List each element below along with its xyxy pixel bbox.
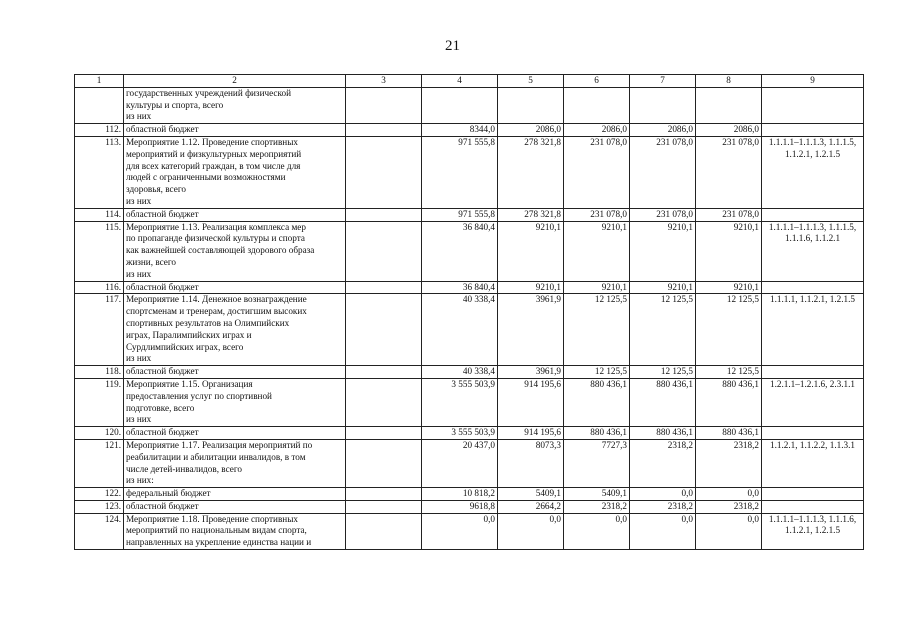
col3-cell bbox=[346, 488, 422, 501]
col3-cell bbox=[346, 366, 422, 379]
description-line: из них bbox=[126, 195, 152, 206]
description-cell bbox=[124, 87, 346, 123]
year-cell: 914 195,6 bbox=[498, 427, 564, 440]
total-cell: 10 818,2 bbox=[422, 488, 498, 501]
table-row bbox=[75, 366, 864, 379]
col3-cell bbox=[346, 208, 422, 221]
table-row bbox=[75, 281, 864, 294]
description-line: для всех категорий граждан, в том числе для bbox=[126, 160, 301, 171]
header-cell: 7 bbox=[630, 75, 696, 88]
indicator-cell: 1.1.1.1, 1.1.2.1, 1.2.1.5 bbox=[762, 294, 864, 366]
year-cell: 9210,1 bbox=[498, 221, 564, 281]
table-row bbox=[75, 87, 864, 123]
description-line: областной бюджет bbox=[126, 208, 199, 219]
row-number-cell: 112. bbox=[75, 124, 124, 137]
indicator-cell bbox=[762, 281, 864, 294]
total-cell: 9618,8 bbox=[422, 500, 498, 513]
description-line: федеральный бюджет bbox=[126, 488, 211, 499]
header-cell: 9 bbox=[762, 75, 864, 88]
year-cell: 2318,2 bbox=[564, 500, 630, 513]
total-cell: 3 555 503,9 bbox=[422, 427, 498, 440]
description-line: областной бюджет bbox=[126, 281, 199, 292]
description-line: областной бюджет bbox=[126, 124, 199, 135]
row-number-cell: 122. bbox=[75, 488, 124, 501]
total-cell: 971 555,8 bbox=[422, 136, 498, 208]
row-number-cell: 123. bbox=[75, 500, 124, 513]
year-cell: 3961,9 bbox=[498, 294, 564, 366]
description-line: спортсменам и тренерам, достигшим высоких bbox=[126, 306, 307, 317]
header-cell: 3 bbox=[346, 75, 422, 88]
total-cell: 36 840,4 bbox=[422, 221, 498, 281]
col3-cell bbox=[346, 221, 422, 281]
header-cell: 1 bbox=[75, 75, 124, 88]
table-row bbox=[75, 513, 864, 549]
description-cell bbox=[124, 378, 346, 426]
year-cell bbox=[696, 87, 762, 123]
year-cell: 9210,1 bbox=[564, 221, 630, 281]
description-line: людей с ограниченными возможностями bbox=[126, 172, 286, 183]
year-cell: 5409,1 bbox=[564, 488, 630, 501]
year-cell: 9210,1 bbox=[564, 281, 630, 294]
year-cell: 3961,9 bbox=[498, 366, 564, 379]
description-cell bbox=[124, 208, 346, 221]
table-row bbox=[75, 221, 864, 281]
table-row bbox=[75, 124, 864, 137]
year-cell: 880 436,1 bbox=[630, 378, 696, 426]
col3-cell bbox=[346, 513, 422, 549]
year-cell: 9210,1 bbox=[696, 281, 762, 294]
indicator-cell bbox=[762, 366, 864, 379]
year-cell: 12 125,5 bbox=[630, 294, 696, 366]
year-cell: 9210,1 bbox=[630, 281, 696, 294]
year-cell: 12 125,5 bbox=[630, 366, 696, 379]
col3-cell bbox=[346, 87, 422, 123]
indicator-cell: 1.2.1.1–1.2.1.6, 2.3.1.1 bbox=[762, 378, 864, 426]
year-cell bbox=[630, 87, 696, 123]
total-cell: 40 338,4 bbox=[422, 294, 498, 366]
table-row bbox=[75, 439, 864, 487]
year-cell: 0,0 bbox=[696, 513, 762, 549]
year-cell: 5409,1 bbox=[498, 488, 564, 501]
description-line: числе детей-инвалидов, всего bbox=[126, 463, 242, 474]
indicator-cell bbox=[762, 488, 864, 501]
year-cell: 278 321,8 bbox=[498, 136, 564, 208]
description-line: направленных на укрепление единства нации и bbox=[126, 537, 312, 548]
description-cell bbox=[124, 281, 346, 294]
col3-cell bbox=[346, 294, 422, 366]
header-cell: 4 bbox=[422, 75, 498, 88]
total-cell: 0,0 bbox=[422, 513, 498, 549]
description-cell bbox=[124, 136, 346, 208]
description-line: по пропаганде физической культуры и спорта bbox=[126, 233, 305, 244]
description-cell bbox=[124, 488, 346, 501]
col3-cell bbox=[346, 281, 422, 294]
table-row bbox=[75, 208, 864, 221]
year-cell: 12 125,5 bbox=[564, 294, 630, 366]
year-cell: 0,0 bbox=[564, 513, 630, 549]
table-row bbox=[75, 136, 864, 208]
year-cell: 2664,2 bbox=[498, 500, 564, 513]
description-line: спортивных результатов на Олимпийских bbox=[126, 317, 290, 328]
year-cell: 231 078,0 bbox=[696, 136, 762, 208]
col3-cell bbox=[346, 427, 422, 440]
year-cell: 2318,2 bbox=[630, 439, 696, 487]
year-cell: 0,0 bbox=[696, 488, 762, 501]
total-cell: 36 840,4 bbox=[422, 281, 498, 294]
year-cell: 880 436,1 bbox=[696, 378, 762, 426]
col3-cell bbox=[346, 136, 422, 208]
header-cell: 8 bbox=[696, 75, 762, 88]
year-cell: 278 321,8 bbox=[498, 208, 564, 221]
year-cell: 8073,3 bbox=[498, 439, 564, 487]
table-row bbox=[75, 500, 864, 513]
description-line: Сурдлимпийских играх, всего bbox=[126, 341, 244, 352]
year-cell: 2086,0 bbox=[498, 124, 564, 137]
row-number-cell: 113. bbox=[75, 136, 124, 208]
table-row bbox=[75, 427, 864, 440]
description-cell bbox=[124, 439, 346, 487]
description-line: Мероприятие 1.15. Организация bbox=[126, 378, 253, 389]
description-line: предоставления услуг по спортивной bbox=[126, 390, 272, 401]
header-cell: 5 bbox=[498, 75, 564, 88]
description-line: из них bbox=[126, 111, 152, 122]
year-cell: 0,0 bbox=[630, 488, 696, 501]
total-cell: 3 555 503,9 bbox=[422, 378, 498, 426]
indicator-cell bbox=[762, 208, 864, 221]
indicator-cell bbox=[762, 427, 864, 440]
description-line: государственных учреждений физической bbox=[126, 87, 291, 98]
total-cell: 40 338,4 bbox=[422, 366, 498, 379]
year-cell: 12 125,5 bbox=[696, 366, 762, 379]
description-line: реабилитации и абилитации инвалидов, в том bbox=[126, 451, 306, 462]
row-number-cell: 124. bbox=[75, 513, 124, 549]
row-number-cell: 120. bbox=[75, 427, 124, 440]
header-cell: 6 bbox=[564, 75, 630, 88]
row-number-cell: 121. bbox=[75, 439, 124, 487]
description-cell bbox=[124, 513, 346, 549]
year-cell: 0,0 bbox=[498, 513, 564, 549]
year-cell: 12 125,5 bbox=[696, 294, 762, 366]
description-cell bbox=[124, 221, 346, 281]
indicator-cell bbox=[762, 124, 864, 137]
year-cell: 231 078,0 bbox=[630, 136, 696, 208]
description-cell bbox=[124, 124, 346, 137]
indicator-cell: 1.1.2.1, 1.1.2.2, 1.1.3.1 bbox=[762, 439, 864, 487]
indicator-cell bbox=[762, 500, 864, 513]
row-number-cell: 116. bbox=[75, 281, 124, 294]
total-cell: 8344,0 bbox=[422, 124, 498, 137]
header-cell: 2 bbox=[124, 75, 346, 88]
col3-cell bbox=[346, 124, 422, 137]
year-cell: 880 436,1 bbox=[564, 427, 630, 440]
description-cell bbox=[124, 427, 346, 440]
year-cell: 2318,2 bbox=[630, 500, 696, 513]
budget-table bbox=[74, 74, 864, 550]
description-line: жизни, всего bbox=[126, 256, 177, 267]
year-cell: 880 436,1 bbox=[696, 427, 762, 440]
description-cell bbox=[124, 294, 346, 366]
indicator-cell: 1.1.1.1–1.1.1.3, 1.1.1.6, 1.1.2.1, 1.2.1.5 bbox=[762, 513, 864, 549]
description-line: областной бюджет bbox=[126, 500, 199, 511]
description-line: из них: bbox=[126, 475, 154, 486]
year-cell: 2086,0 bbox=[630, 124, 696, 137]
year-cell: 12 125,5 bbox=[564, 366, 630, 379]
description-line: культуры и спорта, всего bbox=[126, 99, 224, 110]
year-cell: 231 078,0 bbox=[696, 208, 762, 221]
description-line: мероприятий и физкультурных мероприятий bbox=[126, 148, 302, 159]
description-line: из них bbox=[126, 353, 152, 364]
year-cell: 2318,2 bbox=[696, 500, 762, 513]
year-cell: 231 078,0 bbox=[564, 136, 630, 208]
year-cell: 2318,2 bbox=[696, 439, 762, 487]
description-line: из них bbox=[126, 414, 152, 425]
year-cell: 0,0 bbox=[630, 513, 696, 549]
description-line: как важнейшей составляющей здорового образа bbox=[126, 245, 315, 256]
year-cell: 9210,1 bbox=[630, 221, 696, 281]
col3-cell bbox=[346, 378, 422, 426]
description-line: Мероприятие 1.12. Проведение спортивных bbox=[126, 136, 298, 147]
year-cell: 9210,1 bbox=[696, 221, 762, 281]
year-cell: 880 436,1 bbox=[564, 378, 630, 426]
year-cell: 7727,3 bbox=[564, 439, 630, 487]
description-cell bbox=[124, 500, 346, 513]
total-cell: 971 555,8 bbox=[422, 208, 498, 221]
description-line: подготовке, всего bbox=[126, 402, 195, 413]
year-cell: 9210,1 bbox=[498, 281, 564, 294]
description-cell bbox=[124, 366, 346, 379]
year-cell bbox=[564, 87, 630, 123]
year-cell: 231 078,0 bbox=[630, 208, 696, 221]
row-number-cell bbox=[75, 87, 124, 123]
year-cell: 880 436,1 bbox=[630, 427, 696, 440]
row-number-cell: 115. bbox=[75, 221, 124, 281]
table-row bbox=[75, 488, 864, 501]
year-cell: 231 078,0 bbox=[564, 208, 630, 221]
row-number-cell: 119. bbox=[75, 378, 124, 426]
row-number-cell: 118. bbox=[75, 366, 124, 379]
table-row bbox=[75, 378, 864, 426]
indicator-cell: 1.1.1.1–1.1.1.3, 1.1.1.5, 1.1.1.6, 1.1.2.1 bbox=[762, 221, 864, 281]
col3-cell bbox=[346, 500, 422, 513]
indicator-cell: 1.1.1.1–1.1.1.3, 1.1.1.5, 1.1.2.1, 1.2.1.5 bbox=[762, 136, 864, 208]
table-header-row bbox=[75, 75, 864, 88]
year-cell: 2086,0 bbox=[696, 124, 762, 137]
description-line: мероприятий по национальным видам спорта, bbox=[126, 525, 307, 536]
total-cell: 20 437,0 bbox=[422, 439, 498, 487]
page-number: 21 bbox=[445, 38, 460, 54]
table-row bbox=[75, 294, 864, 366]
description-line: областной бюджет bbox=[126, 427, 199, 438]
description-line: из них bbox=[126, 268, 152, 279]
year-cell: 2086,0 bbox=[564, 124, 630, 137]
description-line: Мероприятие 1.14. Денежное вознаграждение bbox=[126, 294, 307, 305]
description-line: Мероприятие 1.18. Проведение спортивных bbox=[126, 513, 298, 524]
description-line: играх, Паралимпийских играх и bbox=[126, 329, 252, 340]
indicator-cell bbox=[762, 87, 864, 123]
year-cell bbox=[498, 87, 564, 123]
description-line: областной бюджет bbox=[126, 366, 199, 377]
total-cell bbox=[422, 87, 498, 123]
row-number-cell: 117. bbox=[75, 294, 124, 366]
description-line: Мероприятие 1.13. Реализация комплекса мер bbox=[126, 221, 306, 232]
description-line: Мероприятие 1.17. Реализация мероприятий по bbox=[126, 439, 313, 450]
col3-cell bbox=[346, 439, 422, 487]
row-number-cell: 114. bbox=[75, 208, 124, 221]
year-cell: 914 195,6 bbox=[498, 378, 564, 426]
description-line: здоровья, всего bbox=[126, 184, 186, 195]
